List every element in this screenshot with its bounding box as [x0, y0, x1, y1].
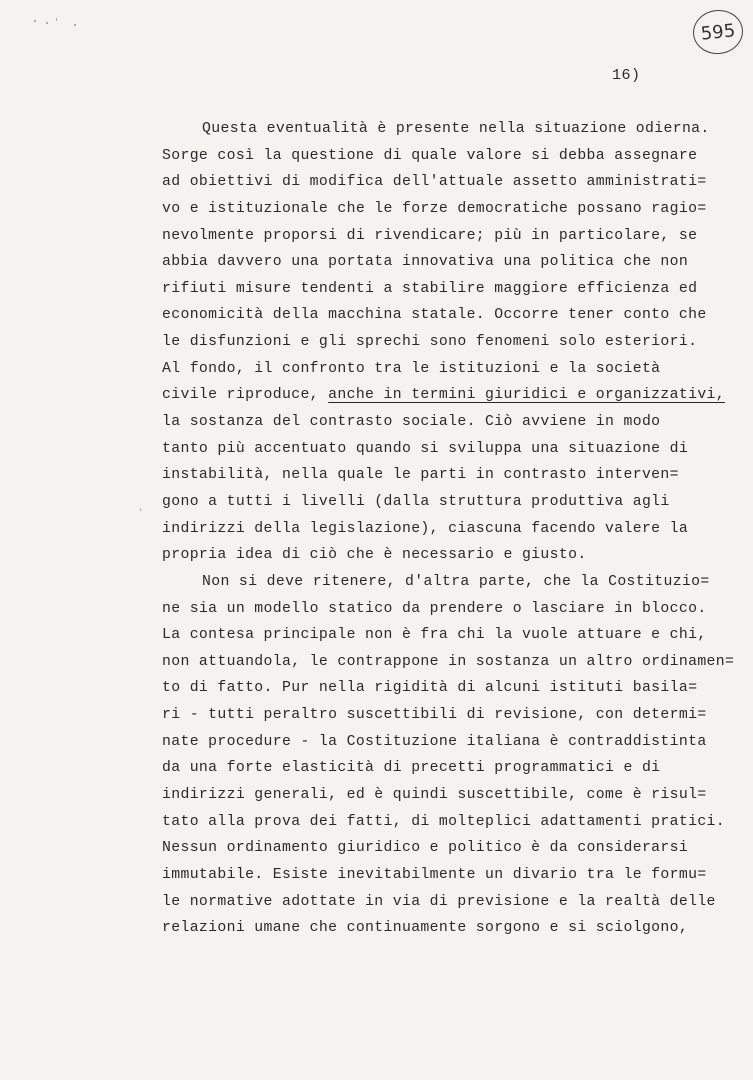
- text-line: [162, 382, 742, 409]
- text-line: ad obiettivi di modifica dell'attuale assetto amministrati=: [162, 174, 707, 191]
- text-line: economicità della macchina statale. Occorre tener conto che: [162, 307, 707, 324]
- text-line: Sorge così la questione di quale valore si debba assegnare: [162, 147, 698, 164]
- text-line: le disfunzioni e gli sprechi sono fenomeni solo esteriori.: [162, 334, 698, 351]
- page-stamp: 595: [691, 8, 745, 57]
- text-line: non attuandola, le contrappone in sostanza un altro ordinamen=: [162, 653, 735, 670]
- text-line: La contesa principale non è fra chi la vuole attuare e chi,: [162, 627, 707, 644]
- text-line: Non si deve ritenere, d'altra parte, che la Costituzio=: [202, 573, 710, 590]
- text-line: le normative adottate in via di previsione e la realtà delle: [162, 893, 716, 910]
- text-line: tato alla prova dei fatti, di molteplici adattamenti pratici.: [162, 813, 726, 830]
- text-line: relazioni umane che continuamente sorgono e si sciolgono,: [162, 920, 689, 937]
- text-line: la sostanza del contrasto sociale. Ciò avviene in modo: [162, 414, 661, 431]
- text-line: abbia davvero una portata innovativa una politica che non: [162, 254, 689, 271]
- text-line: nevolmente proporsi di rivendicare; più in particolare, se: [162, 227, 698, 244]
- text-line: indirizzi generali, ed è quindi suscettibile, come è risul=: [162, 787, 707, 804]
- text-line: instabilità, nella quale le parti in contrasto interven=: [162, 467, 679, 484]
- text-line: ne sia un modello statico da prendere o lasciare in blocco.: [162, 600, 707, 617]
- text-line: gono a tutti i livelli (dalla struttura produttiva agli: [162, 493, 670, 510]
- text-line: vo e istituzionale che le forze democratiche possano ragio=: [162, 200, 707, 217]
- text-line: rifiuti misure tendenti a stabilire maggiore efficienza ed: [162, 280, 698, 297]
- text-line: da una forte elasticità di precetti programmatici e di: [162, 760, 661, 777]
- body-text: [162, 116, 742, 942]
- text-line: tanto più accentuato quando si sviluppa una situazione di: [162, 440, 689, 457]
- text-line: Al fondo, il confronto tra le istituzioni e la società: [162, 360, 661, 377]
- underlined-phrase: anche in termini giuridici e organizzativi,: [328, 387, 726, 404]
- text-line: Nessun ordinamento giuridico e politico è da considerarsi: [162, 840, 689, 857]
- text-line: propria idea di ciò che è necessario e giusto.: [162, 547, 587, 564]
- text-line: indirizzi della legislazione), ciascuna facendo valere la: [162, 520, 689, 537]
- text-line: ri - tutti peraltro suscettibili di revisione, con determi=: [162, 707, 707, 724]
- text-line: to di fatto. Pur nella rigidità di alcuni istituti basila=: [162, 680, 698, 697]
- text-line: immutabile. Esiste inevitabilmente un divario tra le formu=: [162, 866, 707, 883]
- page-number: 16): [612, 67, 641, 84]
- text-line: nate procedure - la Costituzione italiana è contraddistinta: [162, 733, 707, 750]
- text-line: Questa eventualità è presente nella situazione odierna.: [202, 121, 710, 137]
- text-segment: civile riproduce,: [162, 387, 329, 404]
